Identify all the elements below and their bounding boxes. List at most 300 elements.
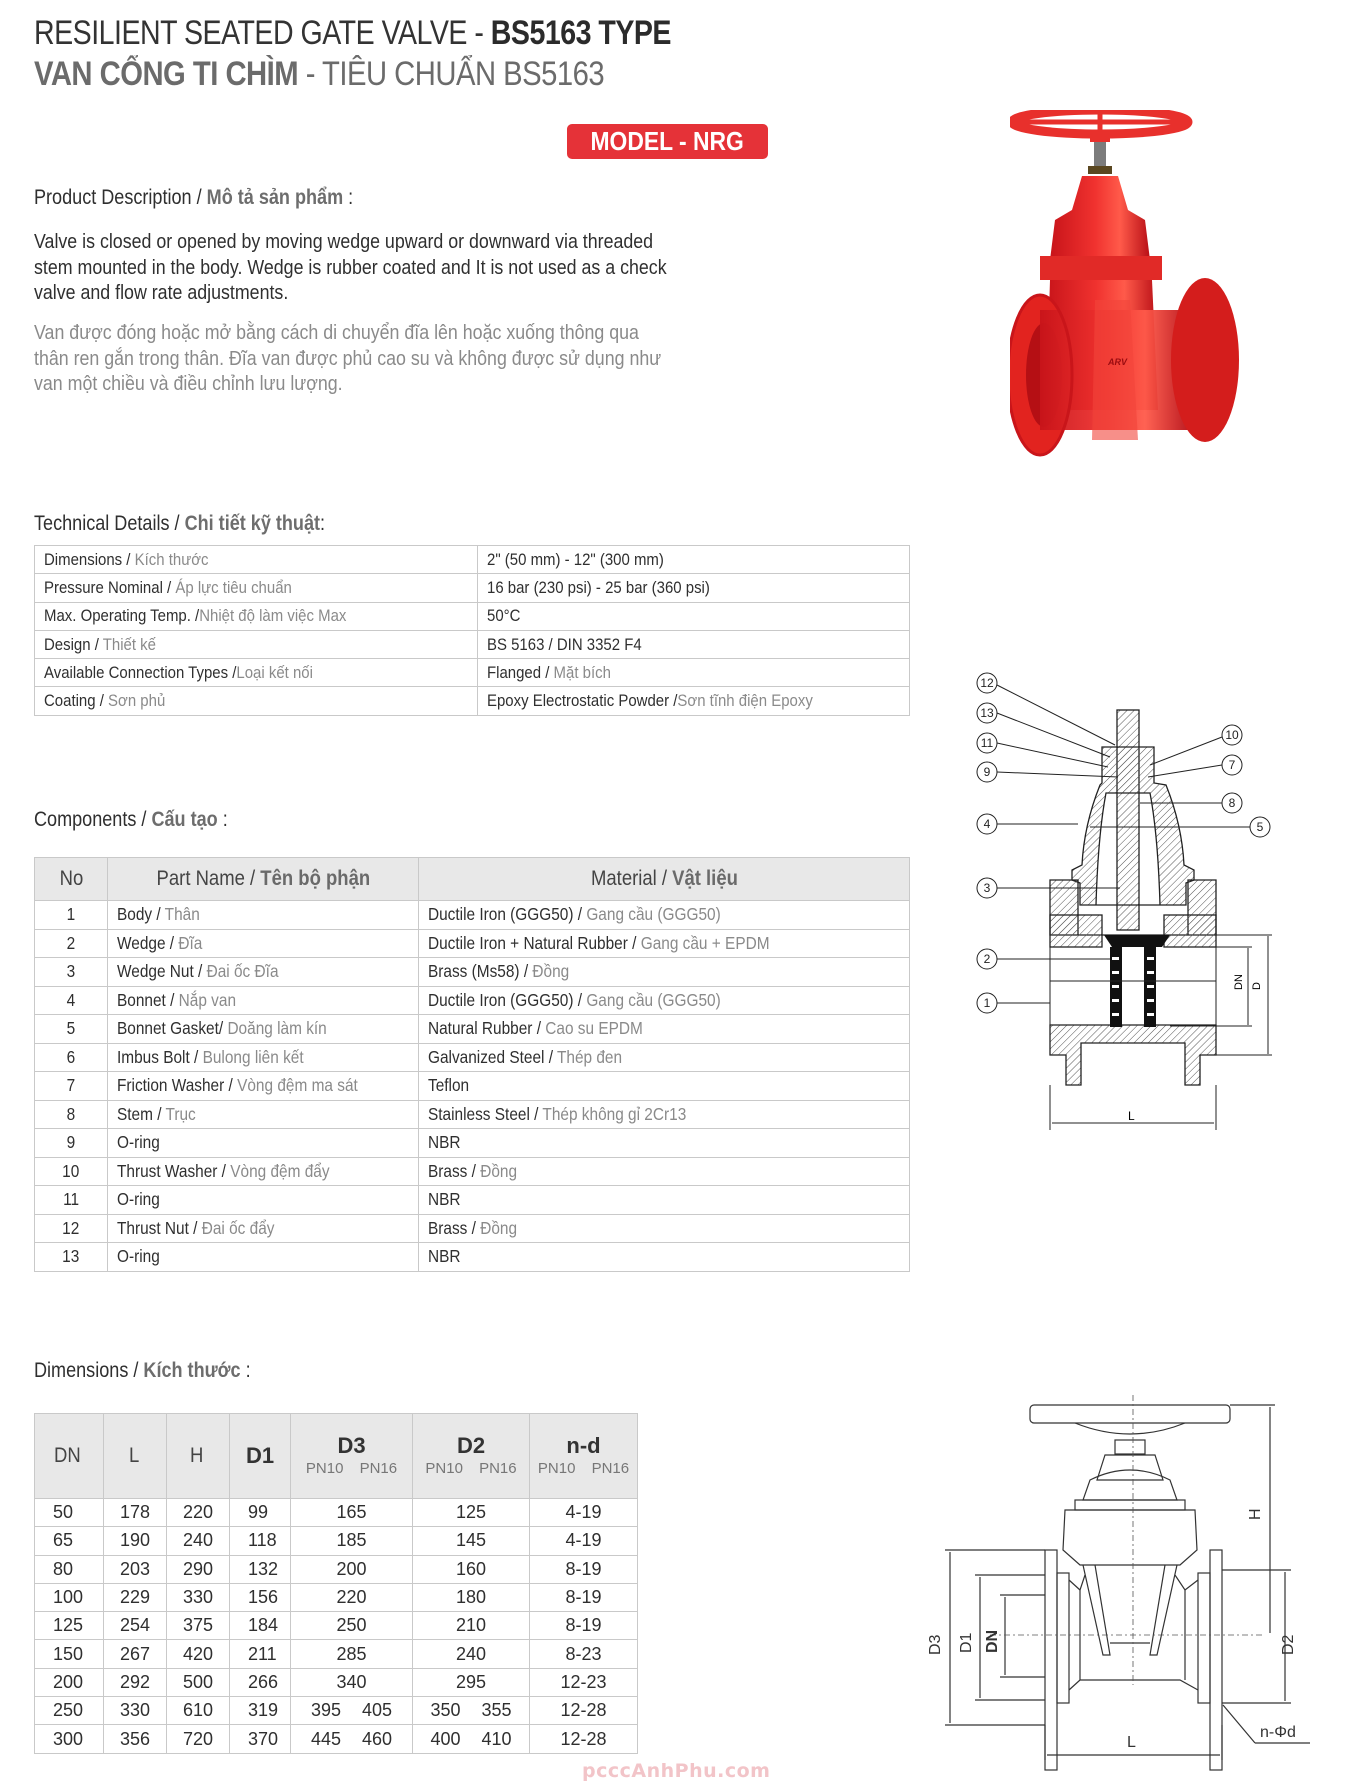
tech-value: [478, 546, 910, 574]
component-material: [419, 986, 910, 1015]
dim-value-d3: 395 405: [310, 1700, 393, 1721]
table-row: [35, 1612, 638, 1640]
table-row: [35, 574, 910, 602]
table-row: [35, 1129, 910, 1158]
component-part: [108, 1129, 419, 1158]
component-part-en: O-ring: [117, 1132, 160, 1153]
tech-label-en: Coating /: [44, 691, 109, 711]
dim-value-d1: 370: [248, 1728, 279, 1749]
component-mat-vi: Gang cầu (GGG50): [586, 904, 721, 925]
dim-value-d3: 285: [336, 1643, 367, 1664]
callout-3: 3: [983, 881, 991, 895]
component-mat-en: Brass /: [428, 1160, 481, 1181]
table-row: [35, 1100, 910, 1129]
dim-value-d1: 319: [248, 1700, 279, 1721]
dimensions-title: [34, 1359, 251, 1383]
callout-11: 11: [980, 736, 994, 750]
component-part: [108, 929, 419, 958]
component-mat-en: Teflon: [428, 1075, 470, 1096]
component-part-en: Stem /: [117, 1103, 166, 1124]
component-material: [419, 1214, 910, 1243]
tech-value: [478, 574, 910, 602]
dim-value-d1: 132: [248, 1558, 279, 1579]
dim-cell-d3: [291, 1527, 413, 1555]
header-part: [108, 858, 419, 901]
header-l: [104, 1414, 167, 1499]
tech-value-en: Epoxy Electrostatic Powder /: [487, 691, 678, 711]
table-row: [35, 901, 910, 930]
component-part: [108, 1043, 419, 1072]
dimensions-title-vi: Kích thước: [143, 1359, 241, 1382]
header-nd: [530, 1414, 638, 1499]
dim-cell-h: [167, 1499, 230, 1527]
component-part-en: Wedge Nut /: [117, 961, 207, 982]
tech-value-en: 2" (50 mm) - 12" (300 mm): [487, 549, 664, 569]
table-row: [35, 1043, 910, 1072]
components-table: [34, 857, 910, 1272]
dim-value-h: 330: [182, 1587, 214, 1608]
header-d3: [291, 1414, 413, 1499]
dim-value-d2: 160: [455, 1558, 487, 1579]
dim-cell-d3: [291, 1555, 413, 1583]
d2-label: D2: [1280, 1634, 1297, 1655]
callout-5: 5: [1256, 820, 1264, 834]
dim-cell-l: [104, 1612, 167, 1640]
component-mat-en: Ductile Iron + Natural Rubber /: [428, 932, 641, 953]
component-no: [35, 1015, 108, 1044]
component-no-value: 9: [66, 1132, 76, 1153]
dim-value-nd: 12-23: [560, 1671, 607, 1692]
dim-cell-h: [167, 1697, 230, 1725]
component-mat-vi: Đồng: [532, 961, 570, 982]
dim-value-nd: 8-19: [565, 1558, 602, 1579]
dim-value-d3: 220: [336, 1587, 367, 1608]
dim-cell-h: [167, 1612, 230, 1640]
dim-cell-nd: [530, 1499, 638, 1527]
title-en: [34, 14, 671, 53]
callout-12: 12: [980, 676, 994, 690]
header-d3-sub: PN10 PN16: [305, 1460, 398, 1477]
component-material: [419, 1243, 910, 1272]
callout-9: 9: [983, 765, 991, 779]
component-no-value: 10: [62, 1160, 80, 1181]
component-no: [35, 1129, 108, 1158]
dim-value-d1: 99: [248, 1502, 269, 1523]
component-no: [35, 1100, 108, 1129]
component-mat-en: Brass /: [428, 1217, 481, 1238]
dim-value-d3: 185: [336, 1530, 367, 1551]
component-part-en: Wedge /: [117, 932, 179, 953]
tech-value-vi: Sơn tĩnh điện Epoxy: [677, 691, 813, 711]
component-part-vi: Trục: [165, 1103, 196, 1124]
header-dn-label: DN: [53, 1444, 81, 1467]
tech-value: [478, 659, 910, 687]
cross-section-diagram: [960, 665, 1290, 1135]
dim-cell-nd: [530, 1725, 638, 1753]
title-vi-bold: VAN CỔNG TI CHÌM: [34, 55, 299, 93]
components-title-en: Components /: [34, 808, 152, 831]
dim-cell-d2: [413, 1612, 530, 1640]
component-part-en: O-ring: [117, 1189, 160, 1210]
tech-label: [35, 574, 478, 602]
dim-cell-h: [167, 1668, 230, 1696]
dim-cell-d2: [413, 1499, 530, 1527]
callout-13: 13: [980, 706, 994, 720]
dim-value-dn: 300: [53, 1728, 84, 1749]
header-h-label: H: [190, 1444, 204, 1467]
description-en-line: valve and flow rate adjustments.: [34, 282, 289, 304]
dim-value-l: 229: [119, 1587, 151, 1608]
component-part-en: Thrust Washer /: [117, 1160, 231, 1181]
tech-label-en: Design /: [44, 634, 103, 654]
dim-value-d1: 184: [248, 1615, 279, 1636]
dim-cell-l: [104, 1640, 167, 1668]
dim-cell-h: [167, 1725, 230, 1753]
tech-label-en: Max. Operating Temp. /: [44, 606, 200, 626]
dim-value-h: 610: [182, 1700, 214, 1721]
nd-label: n-Φd: [1260, 1724, 1296, 1741]
dim-value-d3: 445 460: [310, 1728, 393, 1749]
header-nd-label: n-d: [566, 1433, 601, 1458]
components-header-row: [35, 858, 910, 901]
component-material: [419, 958, 910, 987]
dim-cell-l: [104, 1555, 167, 1583]
component-mat-en: Stainless Steel /: [428, 1103, 543, 1124]
dim-cell-h: [167, 1555, 230, 1583]
description-title-colon: :: [343, 186, 354, 209]
component-part-vi: Doăng làm kín: [227, 1018, 327, 1039]
dim-value-dn: 65: [53, 1530, 74, 1551]
component-part-vi: Đai ốc Đĩa: [206, 961, 279, 982]
component-mat-vi: Thép không gỉ 2Cr13: [542, 1103, 687, 1124]
dn-label: DN: [1233, 974, 1245, 990]
tech-label: [35, 659, 478, 687]
dim-cell-nd: [530, 1640, 638, 1668]
component-no-value: 5: [66, 1018, 76, 1039]
tech-label: [35, 630, 478, 658]
component-mat-en: NBR: [428, 1132, 461, 1153]
tech-value-en: 50°C: [487, 606, 521, 626]
component-no: [35, 1072, 108, 1101]
dim-value-d2: 210: [455, 1615, 487, 1636]
dim-value-dn: 250: [53, 1700, 84, 1721]
dim-cell-d1: [230, 1640, 291, 1668]
description-en: [34, 230, 794, 307]
header-d1: [230, 1414, 291, 1499]
tech-label-en: Dimensions /: [44, 549, 135, 569]
callout-7: 7: [1228, 758, 1236, 772]
tech-label-vi: Nhiệt độ làm việc Max: [199, 606, 347, 626]
tech-label: [35, 602, 478, 630]
callout-1: 1: [983, 996, 991, 1010]
table-row: [35, 986, 910, 1015]
dim-value-nd: 12-28: [560, 1728, 607, 1749]
tech-label: [35, 687, 478, 715]
table-row: [35, 1157, 910, 1186]
component-material: [419, 1015, 910, 1044]
dim-cell-d3: [291, 1583, 413, 1611]
component-no: [35, 1186, 108, 1215]
dim-value-dn: 80: [53, 1558, 74, 1579]
tech-label-en: Available Connection Types /: [44, 662, 237, 682]
dim-cell-d3: [291, 1668, 413, 1696]
header-nd-sub: PN10 PN16: [537, 1460, 630, 1477]
dim-value-d2: 295: [455, 1671, 487, 1692]
component-no: [35, 1214, 108, 1243]
component-mat-vi: Gang cầu + EPDM: [640, 932, 770, 953]
description-vi-line: van một chiều và điều chỉnh lưu lượng.: [34, 373, 343, 395]
header-no-label: No: [59, 867, 83, 890]
description-vi: [34, 321, 794, 398]
component-material: [419, 1072, 910, 1101]
dim-cell-d1: [230, 1583, 291, 1611]
dim-value-d2: 350 355: [430, 1700, 512, 1721]
dim-value-dn: 200: [53, 1671, 84, 1692]
dim-cell-d1: [230, 1697, 291, 1725]
dim-value-l: 190: [119, 1530, 151, 1551]
dim-cell-d2: [413, 1668, 530, 1696]
dim-cell-d1: [230, 1499, 291, 1527]
dim-value-d2: 145: [455, 1530, 487, 1551]
dim-cell-d2: [413, 1555, 530, 1583]
component-part: [108, 1100, 419, 1129]
component-part: [108, 986, 419, 1015]
tech-value-en: 16 bar (230 psi) - 25 bar (360 psi): [487, 577, 710, 597]
dim-cell-d3: [291, 1725, 413, 1753]
dim-cell-d3: [291, 1499, 413, 1527]
dim-cell-d1: [230, 1668, 291, 1696]
dim-cell-nd: [530, 1668, 638, 1696]
component-no: [35, 986, 108, 1015]
dim-value-dn: 150: [53, 1643, 84, 1664]
component-part: [108, 958, 419, 987]
component-mat-vi: Đồng: [480, 1217, 518, 1238]
component-mat-en: Galvanized Steel /: [428, 1046, 557, 1067]
component-no-value: 13: [62, 1246, 80, 1267]
dim-cell-dn: [35, 1555, 104, 1583]
tech-label-vi: Thiết kế: [102, 634, 156, 654]
dim-cell-nd: [530, 1583, 638, 1611]
description-title-en: Product Description /: [34, 186, 207, 209]
technical-title-colon: :: [320, 512, 326, 535]
valve-photo: [1010, 110, 1255, 520]
dim-value-l: 267: [119, 1643, 151, 1664]
technical-title-vi: Chi tiết kỹ thuật: [184, 512, 321, 535]
component-no-value: 1: [66, 904, 76, 925]
components-title: [34, 808, 228, 832]
component-part-en: O-ring: [117, 1246, 160, 1267]
components-title-vi: Cấu tạo: [151, 808, 218, 831]
header-mat-vi: Vật liệu: [671, 867, 738, 890]
dim-cell-d1: [230, 1527, 291, 1555]
component-no-value: 7: [66, 1075, 76, 1096]
table-row: [35, 1214, 910, 1243]
component-material: [419, 1157, 910, 1186]
dim-cell-dn: [35, 1612, 104, 1640]
dim-value-nd: 4-19: [565, 1530, 602, 1551]
technical-table: [34, 545, 910, 716]
dim-value-d1: 266: [248, 1671, 279, 1692]
dim-cell-h: [167, 1583, 230, 1611]
dim-value-d1: 211: [248, 1643, 277, 1664]
dim-cell-nd: [530, 1527, 638, 1555]
callout-4: 4: [983, 817, 991, 831]
dim-value-l: 203: [119, 1558, 151, 1579]
dim-cell-d1: [230, 1555, 291, 1583]
l-label: L: [1127, 1734, 1136, 1751]
dim-cell-dn: [35, 1640, 104, 1668]
component-part-en: Body /: [117, 904, 165, 925]
dim-value-nd: 12-28: [560, 1700, 607, 1721]
dim-cell-nd: [530, 1697, 638, 1725]
dim-value-d1: 156: [248, 1587, 279, 1608]
dim-value-h: 500: [182, 1671, 214, 1692]
dim-value-h: 290: [182, 1558, 214, 1579]
title-vi-suffix: - TIÊU CHUẨN BS5163: [298, 55, 605, 93]
table-row: [35, 1725, 638, 1753]
table-row: [35, 1697, 638, 1725]
dim-value-nd: 8-23: [565, 1643, 602, 1664]
description-title: [34, 186, 353, 210]
dim-value-l: 178: [119, 1502, 151, 1523]
component-no-value: 12: [62, 1217, 80, 1238]
component-part-vi: Thân: [164, 904, 200, 925]
tech-value-en: Flanged /: [487, 662, 554, 682]
table-row: [35, 1499, 638, 1527]
dim-cell-dn: [35, 1668, 104, 1696]
dim-value-d3: 200: [336, 1558, 367, 1579]
tech-label-vi: Loại kết nối: [236, 662, 313, 682]
dim-value-d2: 125: [455, 1502, 487, 1523]
component-no-value: 3: [66, 961, 76, 982]
header-material: [419, 858, 910, 901]
tech-label-vi: Sơn phủ: [108, 691, 166, 711]
header-d3-label: D3: [337, 1433, 366, 1458]
tech-label-en: Pressure Nominal /: [44, 577, 176, 597]
title-vi: [34, 55, 604, 94]
table-row: [35, 1072, 910, 1101]
dim-value-d2: 400 410: [430, 1728, 512, 1749]
component-part: [108, 1157, 419, 1186]
table-row: [35, 1243, 910, 1272]
header-d2: [413, 1414, 530, 1499]
component-no: [35, 929, 108, 958]
table-row: [35, 602, 910, 630]
dim-cell-l: [104, 1697, 167, 1725]
description-vi-line: thân ren gắn trong thân. Đĩa van được phủ cao su và không được sử dụng như: [34, 347, 662, 370]
dim-value-d3: 250: [336, 1615, 367, 1636]
component-no: [35, 958, 108, 987]
callout-8: 8: [1228, 796, 1236, 810]
model-badge-label: MODEL - NRG: [590, 126, 745, 156]
dimension-drawing: [905, 1385, 1325, 1775]
dim-cell-d2: [413, 1697, 530, 1725]
component-part-en: Thrust Nut /: [117, 1217, 202, 1238]
component-part-vi: Nắp van: [178, 989, 237, 1010]
table-row: [35, 958, 910, 987]
callout-2: 2: [983, 952, 991, 966]
component-part: [108, 1186, 419, 1215]
dim-cell-dn: [35, 1725, 104, 1753]
header-part-en: Part Name /: [156, 867, 260, 890]
dim-cell-nd: [530, 1555, 638, 1583]
dim-value-dn: 125: [53, 1615, 84, 1636]
dim-cell-dn: [35, 1527, 104, 1555]
header-dn: [35, 1414, 104, 1499]
tech-label-vi: Kích thước: [134, 549, 209, 569]
table-row: [35, 1015, 910, 1044]
component-no-value: 4: [66, 989, 76, 1010]
dim-value-d3: 340: [336, 1671, 367, 1692]
dimensions-table: [34, 1413, 638, 1754]
dn-label: DN: [984, 1629, 1001, 1653]
dim-cell-d3: [291, 1612, 413, 1640]
component-mat-en: Ductile Iron (GGG50) /: [428, 904, 587, 925]
component-no: [35, 901, 108, 930]
table-row: [35, 929, 910, 958]
table-row: [35, 1583, 638, 1611]
d3-label: D3: [927, 1634, 944, 1655]
component-part-en: Imbus Bolt /: [117, 1046, 203, 1067]
dim-value-h: 375: [182, 1615, 214, 1636]
component-part: [108, 1243, 419, 1272]
component-no: [35, 1043, 108, 1072]
component-mat-vi: Gang cầu (GGG50): [586, 989, 721, 1010]
component-no-value: 2: [66, 932, 76, 953]
component-no-value: 8: [66, 1103, 76, 1124]
d-label: D: [1251, 982, 1263, 990]
dim-cell-d1: [230, 1725, 291, 1753]
svg-text:ARV: ARV: [1108, 357, 1128, 367]
d1-label: D1: [958, 1632, 975, 1653]
header-d2-sub: PN10 PN16: [425, 1460, 517, 1477]
component-mat-en: Natural Rubber /: [428, 1018, 546, 1039]
component-mat-vi: Thép đen: [556, 1046, 623, 1067]
dim-cell-dn: [35, 1499, 104, 1527]
watermark: pcccAnhPhu.com: [582, 1760, 771, 1782]
dim-value-h: 420: [182, 1643, 214, 1664]
dim-value-d2: 180: [455, 1587, 487, 1608]
dim-cell-d2: [413, 1725, 530, 1753]
technical-title-en: Technical Details /: [34, 512, 185, 535]
dim-cell-d3: [291, 1640, 413, 1668]
component-material: [419, 1100, 910, 1129]
tech-value-en: BS 5163 / DIN 3352 F4: [487, 634, 642, 654]
tech-label: [35, 546, 478, 574]
tech-value: [478, 602, 910, 630]
component-material: [419, 929, 910, 958]
dim-cell-dn: [35, 1583, 104, 1611]
dim-value-dn: 100: [53, 1587, 84, 1608]
title-en-prefix: RESILIENT SEATED GATE VALVE -: [34, 14, 491, 52]
tech-value: [478, 630, 910, 658]
component-mat-en: NBR: [428, 1246, 461, 1267]
component-material: [419, 1186, 910, 1215]
component-mat-en: Ductile Iron (GGG50) /: [428, 989, 587, 1010]
dim-value-h: 720: [182, 1728, 214, 1749]
component-part-vi: Vòng đệm ma sát: [237, 1075, 358, 1096]
description-en-line: Valve is closed or opened by moving wedge upward or downward via threaded: [34, 231, 654, 253]
dimensions-title-en: Dimensions /: [34, 1359, 144, 1382]
header-d1-label: D1: [245, 1443, 275, 1468]
component-part-vi: Đĩa: [178, 932, 203, 953]
dim-cell-h: [167, 1527, 230, 1555]
dim-cell-h: [167, 1640, 230, 1668]
component-part-en: Bonnet Gasket/: [117, 1018, 228, 1039]
dim-value-nd: 8-19: [565, 1615, 602, 1636]
title-en-bold: BS5163 TYPE: [490, 14, 671, 52]
dim-cell-nd: [530, 1612, 638, 1640]
